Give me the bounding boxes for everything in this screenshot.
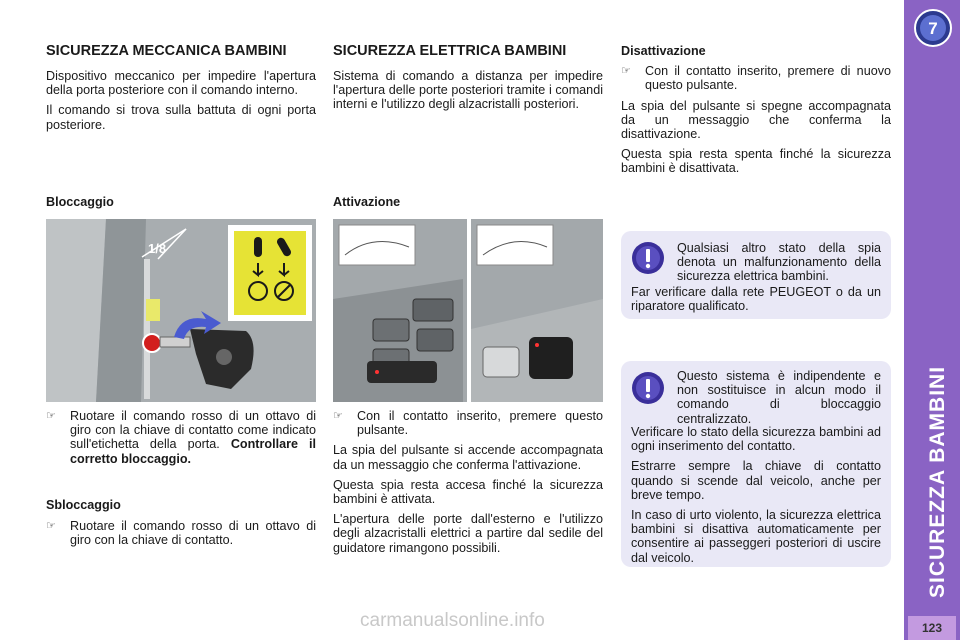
section-title-vertical: SICUREZZA BAMBINI [926, 365, 949, 598]
note-paragraph: Far verificare dalla rete PEUGEOT o da un riparatore qualificato. [631, 285, 881, 314]
activation-instructions [333, 409, 603, 561]
list-item [621, 64, 891, 92]
child-lock-photo [46, 219, 316, 402]
note-paragraph: In caso di urto violento, la sicurezza elettrica bambini si disattiva automaticamente per consentire ai passeggeri posteriori di uscire dal veicolo. [631, 508, 881, 565]
paragraph: Questa spia resta spenta finché la sicurezza bambini è disattivata. [621, 147, 891, 176]
note-paragraph: Verificare lo stato della sicurezza bambini ad ogni inserimento del contatto. [631, 425, 881, 454]
heading-unlocking: Sbloccaggio [46, 498, 121, 512]
child-lock-illustration [46, 219, 316, 402]
paragraph: La spia del pulsante si accende accompagnata da un messaggio che conferma l'attivazione. [333, 443, 603, 472]
column-electric [333, 44, 603, 118]
warning-note-malfunction [621, 231, 891, 319]
warning-note-independent [621, 361, 891, 567]
column-deactivation [621, 44, 891, 182]
unlocking-text: Ruotare il comando rosso di un ottavo di giro con la chiave di contatto. [70, 519, 316, 548]
column-mechanical [46, 44, 316, 138]
note-intro: Qualsiasi altro stato della spia denota un malfunzionamento della sicurezza elettrica bambini. [677, 241, 881, 284]
chapter-number-icon [913, 8, 953, 48]
paragraph: L'apertura delle porte dall'esterno e l'utilizzo degli alzacristalli elettrici a partire dal sedile del guidatore rimangono possibili. [333, 512, 603, 555]
heading-locking: Bloccaggio [46, 195, 114, 209]
paragraph: Dispositivo meccanico per impedire l'apertura della porta posteriore con il comando interno. [46, 69, 316, 98]
note-intro: Questo sistema è indipendente e non sostituisce in alcun modo il comando di bloccaggio centralizzato. [677, 369, 881, 426]
paragraph: Il comando si trova sulla battuta di ogni porta posteriore. [46, 103, 316, 132]
list-item [46, 519, 316, 547]
list-item [46, 409, 316, 466]
fraction-label: 1/8 [148, 241, 167, 256]
watermark: carmanualsonline.info [360, 610, 545, 631]
warning-icon [631, 371, 665, 405]
unlocking-instructions [46, 498, 316, 554]
locking-instructions [46, 409, 316, 472]
locking-text: Ruotare il comando rosso di un ottavo di giro con la chiave di contatto come indicato sull'etichetta della porta. [70, 409, 316, 452]
section-title-mechanical: SICUREZZA MECCANICA BAMBINI [46, 43, 287, 59]
pointing-hand-icon: ☞ [621, 65, 631, 78]
list-item [333, 409, 603, 437]
note-body [631, 425, 881, 571]
svg-text:7: 7 [928, 19, 938, 38]
note-paragraph: Estrarre sempre la chiave di contatto quando si scende dal veicolo, anche per breve tempo. [631, 459, 881, 502]
heading-deactivation: Disattivazione [621, 44, 706, 58]
section-title-electric: SICUREZZA ELETTRICA BAMBINI [333, 43, 567, 59]
section-sidebar [904, 0, 960, 640]
child-lock-button-photo [333, 219, 603, 402]
paragraph: Sistema di comando a distanza per impedire l'apertura delle porte posteriori tramite i comandi interni e l'utilizzo degli alzacristalli posteriori. [333, 69, 603, 112]
warning-icon [631, 241, 665, 275]
deactivation-text: Con il contatto inserito, premere di nuovo questo pulsante. [645, 64, 891, 93]
door-switch-panel-illustration [333, 219, 603, 402]
locking-check-text: Controllare il corretto bloccaggio. [70, 437, 317, 466]
pointing-hand-icon: ☞ [46, 520, 56, 533]
pointing-hand-icon: ☞ [333, 410, 343, 422]
paragraph: Questa spia resta accesa finché la sicurezza bambini è attivata. [333, 477, 603, 507]
paragraph: La spia del pulsante si spegne accompagnata da un messaggio che conferma la disattivazione. [621, 98, 891, 142]
activation-text: Con il contatto inserito, premere questo pulsante. [357, 409, 603, 438]
pointing-hand-icon: ☞ [46, 410, 56, 422]
heading-activation: Attivazione [333, 195, 401, 209]
page-number: 123 [908, 616, 956, 640]
